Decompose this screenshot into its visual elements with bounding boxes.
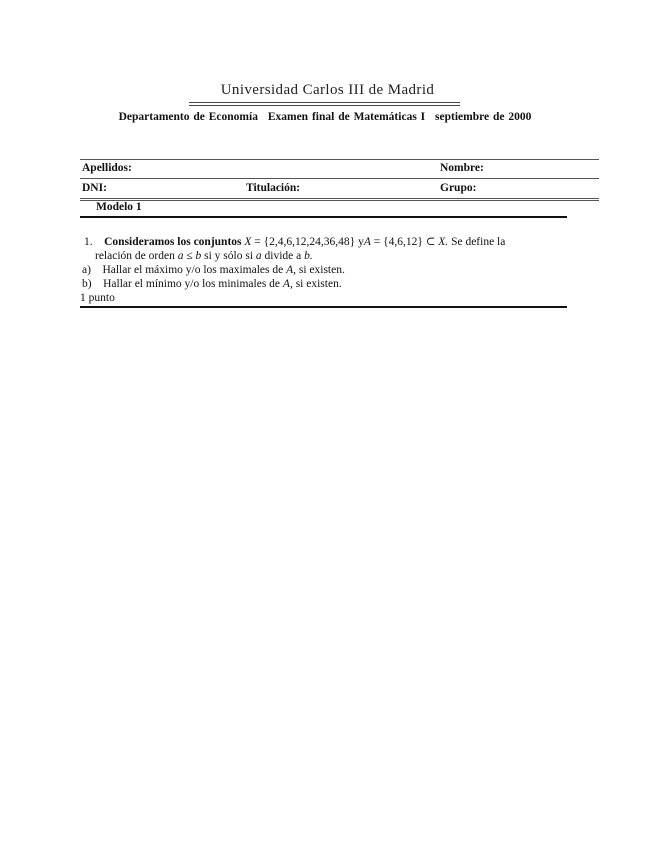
points-label: 1 punto [80,292,115,304]
exam-header-line [0,111,650,123]
relation-b-2: b. [304,250,313,262]
exam-name: Examen final de Matemáticas I [267,111,426,123]
set-x-symbol: X [244,236,252,248]
part-a-end: si existen. [298,264,345,276]
define-text: Se define la [451,236,506,248]
modelo-rule [80,216,567,218]
dni-label: DNI: [82,182,107,194]
nombre-label: Nombre: [440,162,484,174]
question-number: 1. [84,236,93,248]
form-top-rule [80,159,599,160]
part-b-end: si existen. [295,278,342,290]
question-line-2 [95,249,313,263]
relation-a-2: a [255,250,262,262]
part-b [82,277,342,291]
set-x-symbol-2: X. [438,236,449,248]
set-a-symbol: A [363,236,371,248]
set-x-definition: = {2,4,6,12,24,36,48} [254,236,356,248]
relation-divides: divide a [264,250,302,262]
form-bottom-rule [80,198,599,201]
part-a-text: Hallar el máximo y/o los maximales de [102,264,284,276]
relation-iff: si y sólo si [204,250,254,262]
exam-date: septiembre de 2000 [435,111,532,123]
university-title: Universidad Carlos III de Madrid [220,82,435,98]
part-b-set: A, [282,278,293,290]
department-name: Departamento de Economía [118,111,258,123]
question-bottom-rule [80,306,567,308]
set-a-definition: = {4,6,12} ⊂ [373,236,436,248]
part-b-label: b) [82,278,92,290]
modelo-label: Modelo 1 [96,201,142,213]
question-intro: Consideramos los conjuntos [104,236,242,248]
relation-b: b [195,250,202,262]
titulacion-label: Titulación: [246,182,301,194]
part-a-label: a) [82,264,91,276]
part-a-set: A, [286,264,296,276]
relation-a: a [177,250,184,262]
question-line-1 [84,235,505,249]
apellidos-label: Apellidos: [82,162,132,174]
title-underline [189,102,460,106]
form-middle-rule [80,178,599,179]
part-b-text: Hallar el mínimo y/o los minimales de [103,278,281,290]
relation-operator: ≤ [186,250,193,262]
and-word: y [358,236,364,248]
part-a [82,263,345,277]
grupo-label: Grupo: [440,182,477,194]
relation-intro: relación de orden [95,250,175,262]
